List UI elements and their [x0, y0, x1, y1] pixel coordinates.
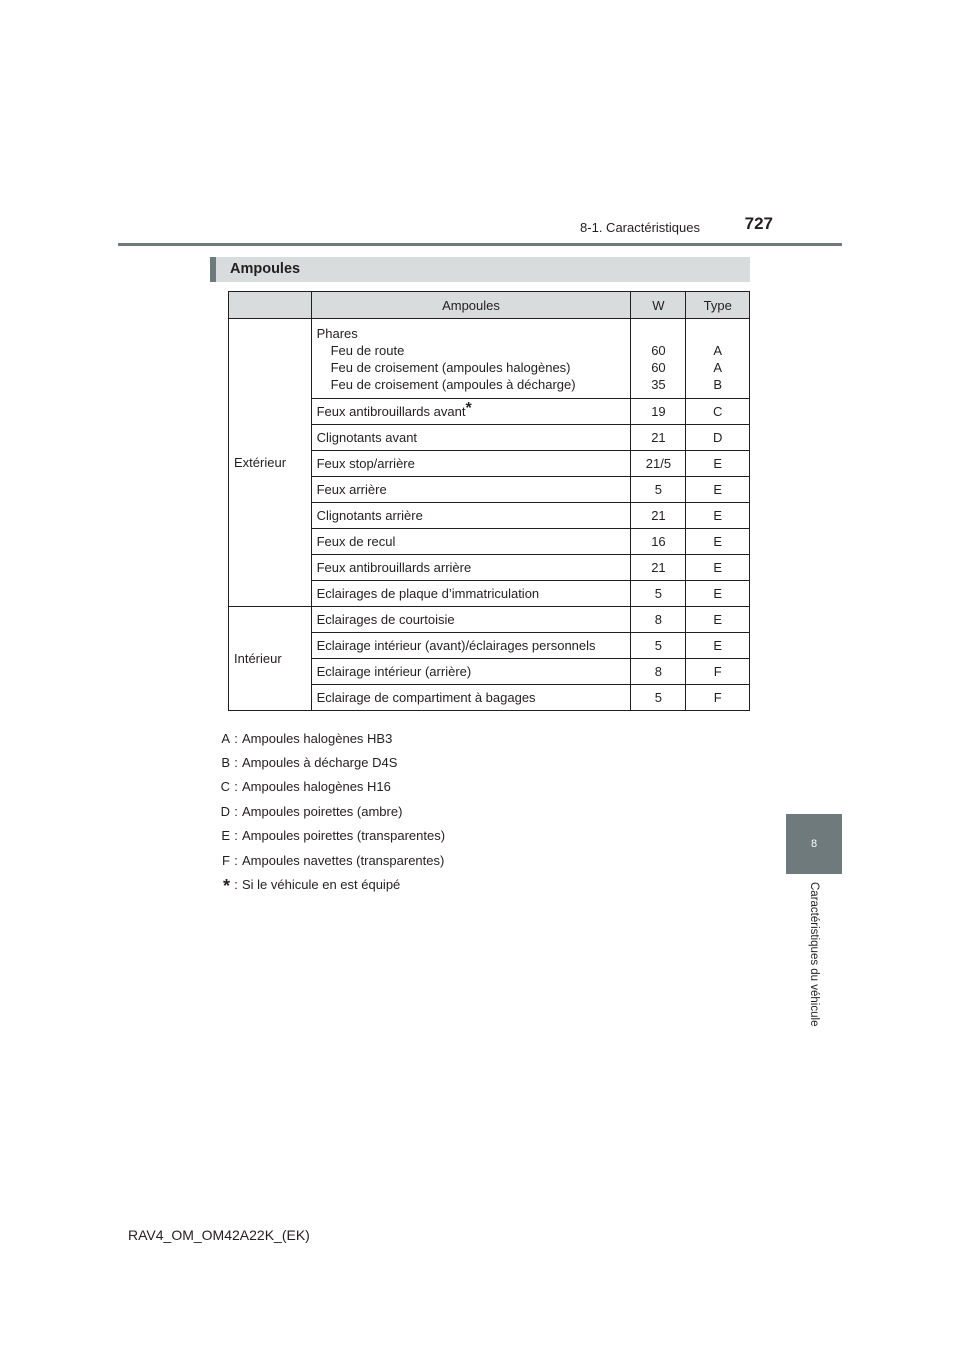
bulb-line: Feu de croisement (ampoules halogènes) [330, 359, 571, 375]
bulb-name: Feux stop/arrière [311, 451, 631, 477]
legend-item [214, 750, 445, 774]
bulb-name: Feux de recul [311, 529, 631, 555]
bulb-type: F [686, 659, 750, 685]
legend-key: A [221, 730, 230, 746]
bulb-line: Feu de route [330, 342, 405, 358]
bulb-watts: 21 [631, 425, 686, 451]
bulb-type: E [686, 529, 750, 555]
bulb-name: Eclairages de plaque d’immatriculation [311, 581, 631, 607]
bulb-name: Eclairage intérieur (arrière) [311, 659, 631, 685]
bulb-line: Feu de croisement (ampoules à décharge) [330, 376, 576, 392]
watt-value: 60 [651, 342, 666, 358]
bulb-name: Clignotants arrière [311, 503, 631, 529]
header-divider [118, 243, 842, 246]
header-cell-group [229, 292, 312, 319]
bulb-watts: 5 [631, 685, 686, 711]
bulb-type: D [686, 425, 750, 451]
section-label: 8-1. Caractéristiques [580, 220, 700, 235]
legend-text: Ampoules halogènes HB3 [242, 730, 393, 746]
legend-item [214, 799, 445, 823]
legend-item [214, 824, 445, 848]
bulb-type: E [686, 477, 750, 503]
section-heading-text: Ampoules [230, 261, 301, 277]
legend-separator: : [234, 828, 238, 844]
bulb-name: Clignotants avant [311, 425, 631, 451]
bulb-name: Feux antibrouillards avant* [311, 399, 631, 425]
group-exterior: Extérieur [229, 319, 312, 607]
legend-separator: : [234, 803, 238, 819]
bulb-type [686, 319, 750, 399]
legend-item [214, 775, 445, 799]
bulb-type: E [686, 581, 750, 607]
bulbs-table [228, 291, 750, 711]
bulb-watts: 8 [631, 659, 686, 685]
bulb-name: Eclairage de compartiment à bagages [311, 685, 631, 711]
chapter-number: 8 [810, 838, 818, 850]
legend-key: F [222, 852, 230, 868]
legend-key [214, 876, 230, 897]
bulb-watts [631, 319, 686, 399]
section-heading [210, 257, 750, 282]
document-code: RAV4_OM_OM42A22K_(EK) [128, 1227, 310, 1243]
legend-text: Ampoules poirettes (ambre) [242, 803, 403, 819]
legend-text: Si le véhicule en est équipé [242, 877, 401, 893]
bulb-name-headlights [311, 319, 631, 399]
type-value: B [713, 376, 723, 392]
bulb-watts: 8 [631, 607, 686, 633]
bulb-watts: 5 [631, 633, 686, 659]
group-interior: Intérieur [229, 607, 312, 711]
bulb-type: E [686, 503, 750, 529]
bulb-type: F [686, 685, 750, 711]
bulb-name: Feux arrière [311, 477, 631, 503]
bulb-type: E [686, 607, 750, 633]
legend-separator: : [234, 877, 238, 893]
legend-text: Ampoules halogènes H16 [242, 779, 391, 795]
table-row [229, 319, 750, 399]
bulb-watts: 21 [631, 503, 686, 529]
legend-item [214, 848, 445, 872]
bulb-watts: 16 [631, 529, 686, 555]
bulb-watts: 21 [631, 555, 686, 581]
bulb-name: Eclairage intérieur (avant)/éclairages personnels [311, 633, 631, 659]
chapter-title: Caractéristiques du véhicule [808, 882, 820, 1027]
legend-separator: : [234, 779, 238, 795]
legend-key: B [221, 755, 230, 771]
asterisk-icon: * [222, 876, 230, 897]
legend-text: Ampoules à décharge D4S [242, 755, 398, 771]
bulb-type: E [686, 451, 750, 477]
legend-key: E [221, 828, 230, 844]
bulb-name: Feux antibrouillards arrière [311, 555, 631, 581]
table-header-row [229, 292, 750, 319]
header-cell-bulbs: Ampoules [311, 292, 631, 319]
page-header [0, 0, 960, 250]
type-value: A [713, 359, 723, 375]
legend-text: Ampoules navettes (transparentes) [242, 852, 445, 868]
header-cell-watts: W [631, 292, 686, 319]
bulb-type: E [686, 633, 750, 659]
chapter-tab [786, 814, 842, 874]
type-legend [214, 726, 445, 897]
bulb-type: E [686, 555, 750, 581]
type-value: A [713, 342, 723, 358]
bulb-line: Phares [316, 325, 358, 341]
watt-value: 35 [651, 376, 666, 392]
bulb-watts: 5 [631, 477, 686, 503]
legend-text: Ampoules poirettes (transparentes) [242, 828, 446, 844]
page-number: 727 [744, 214, 773, 233]
bulb-watts: 19 [631, 399, 686, 425]
bulb-watts: 5 [631, 581, 686, 607]
watt-value: 60 [651, 359, 666, 375]
legend-key: D [220, 803, 230, 819]
bulb-type: C [686, 399, 750, 425]
legend-key: C [220, 779, 230, 795]
legend-item [214, 872, 445, 896]
legend-item [214, 726, 445, 750]
asterisk-icon: * [465, 400, 472, 417]
table-row [229, 607, 750, 633]
legend-separator: : [234, 730, 238, 746]
bulb-name: Eclairages de courtoisie [311, 607, 631, 633]
header-cell-type: Type [686, 292, 750, 319]
bulb-watts: 21/5 [631, 451, 686, 477]
legend-separator: : [234, 755, 238, 771]
legend-separator: : [234, 852, 238, 868]
